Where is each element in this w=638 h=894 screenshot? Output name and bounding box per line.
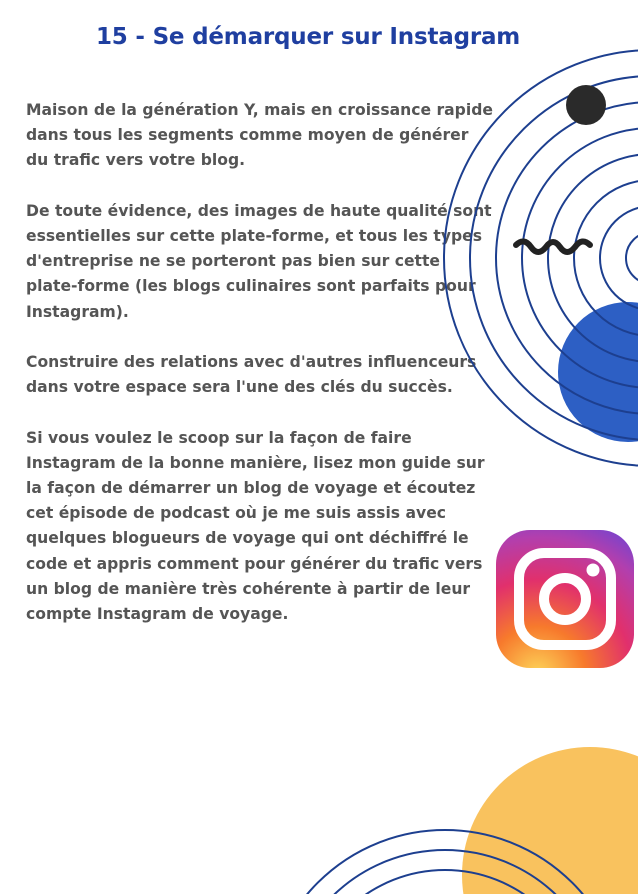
yellow-circle <box>462 747 638 894</box>
dark-dot <box>566 85 606 125</box>
paragraph-scoop: Si vous voulez le scoop sur la façon de faire Instagram de la bonne manière, lisez mon guide sur la façon de démarrer un blog de voyage et écoutez cet épisode de podcast où je me suis assis avec quelques blogueurs de voyage qui ont déchiffré le code et appris comment pour générer du trafic vers un blog de manière très cohérente à partir de leur compte Instagram de voyage. <box>26 428 485 624</box>
zigzag-wave-icon <box>516 241 590 252</box>
page-title: 15 - Se démarquer sur Instagram <box>96 24 521 50</box>
paragraph-quality: De toute évidence, des images de haute qualité sont essentielles sur cette plate-forme, et tous les types d'entreprise ne se porteront pas bien sur cette plate-forme (les blogs culinaires sont parfaits pour Instagram). <box>26 201 492 321</box>
paragraph-intro: Maison de la génération Y, mais en croissance rapide dans tous les segments comme moyen de générer du trafic vers votre blog. <box>26 101 493 170</box>
paragraph-relations: Construire des relations avec d'autres influenceurs dans votre espace sera l'une des clés du succès. <box>26 353 477 397</box>
instagram-logo-icon <box>496 530 634 668</box>
